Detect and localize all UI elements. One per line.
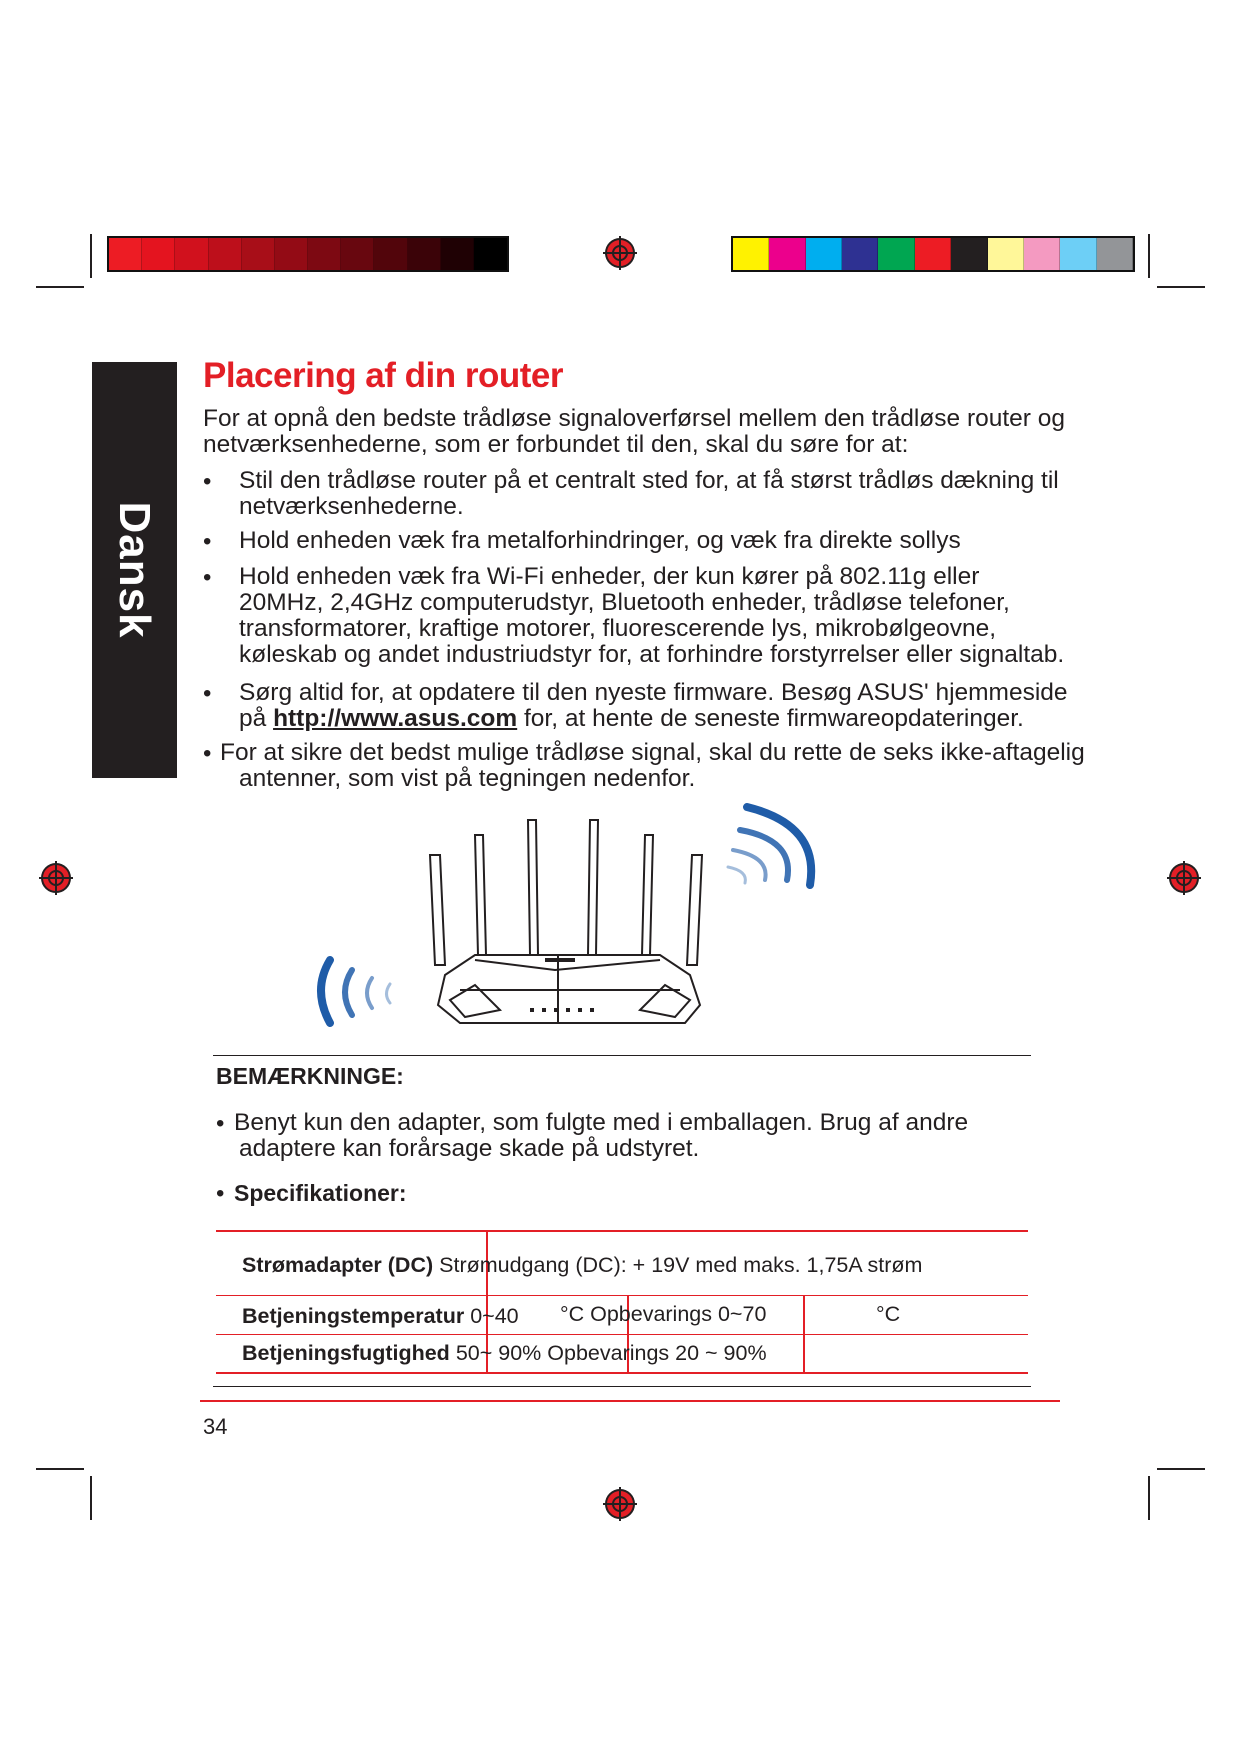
list-item-line: 20MHz, 2,4GHz computerudstyr, Bluetooth enheder, trådløse telefoner, [239, 589, 1010, 616]
color-swatch [341, 238, 374, 270]
list-item-line: antenner, som vist på tegningen nedenfor. [239, 765, 696, 792]
spec-value: 50~ 90% Opbevarings 20 ~ 90% [455, 1341, 767, 1365]
color-swatch [242, 238, 275, 270]
color-swatch [441, 238, 474, 270]
spec-heading: Specifikationer: [234, 1180, 407, 1206]
bullet-icon: • [203, 468, 212, 495]
spec-value: °C Opbevarings 0~70 [560, 1302, 767, 1326]
router-illustration [300, 795, 830, 1035]
list-item-line [239, 706, 1024, 732]
link-suffix: for, at hente de seneste firmwareopdateringer. [517, 705, 1024, 732]
spec-row [242, 1253, 922, 1278]
color-bar-reds [107, 236, 509, 272]
color-swatch [142, 238, 175, 270]
table-rule [216, 1230, 1028, 1232]
table-rule [216, 1295, 1028, 1296]
note-line: adaptere kan forårsage skade på udstyret. [239, 1135, 700, 1162]
crop-mark [1157, 286, 1205, 288]
bullet-icon: • [216, 1180, 225, 1207]
color-swatch [769, 238, 805, 270]
list-item-line: Hold enheden væk fra Wi-Fi enheder, der kun kører på 802.11g eller [239, 563, 980, 590]
color-swatch [408, 238, 441, 270]
registration-target-icon [603, 236, 637, 270]
color-swatch [806, 238, 842, 270]
color-swatch [474, 238, 507, 270]
spec-value: 0~40 [470, 1304, 519, 1328]
list-item-line: netværksenhederne. [239, 493, 464, 520]
divider [213, 1055, 1031, 1056]
color-swatch [1097, 238, 1133, 270]
table-col-line [803, 1295, 805, 1372]
spec-label: Betjeningstemperatur [242, 1304, 465, 1328]
intro-line: netværksenhederne, som er forbundet til den, skal du søre for at: [203, 431, 909, 458]
color-swatch [308, 238, 341, 270]
link-prefix: på [239, 705, 274, 732]
list-item-line: Stil den trådløse router på et centralt sted for, at få størst trådløs dækning til [239, 467, 1059, 494]
bullet-icon: • [203, 564, 212, 591]
crop-mark [1148, 234, 1150, 278]
bullet-icon: • [203, 680, 212, 707]
language-tab-label: Dansk [110, 501, 159, 639]
crop-mark [1148, 1476, 1150, 1520]
bullet-icon: • [203, 528, 212, 555]
spec-row [242, 1341, 767, 1366]
color-swatch [109, 238, 142, 270]
color-swatch [1060, 238, 1096, 270]
intro-line: For at opnå den bedste trådløse signaloverførsel mellem den trådløse router og [203, 405, 1066, 432]
color-swatch [988, 238, 1024, 270]
color-swatch [915, 238, 951, 270]
note-line: Benyt kun den adapter, som fulgte med i emballagen. Brug af andre [234, 1109, 969, 1136]
spec-row [242, 1304, 519, 1329]
color-swatch [209, 238, 242, 270]
asus-website-link[interactable]: http://www.asus.com [273, 705, 518, 732]
list-item-line: Sørg altid for, at opdatere til den nyeste firmware. Besøg ASUS' hjemmeside [239, 679, 1068, 706]
color-bar-process [731, 236, 1135, 272]
color-swatch [374, 238, 407, 270]
section-title: Placering af din router [203, 356, 563, 395]
crop-mark [36, 286, 84, 288]
divider [213, 1386, 1031, 1387]
crop-mark [1157, 1468, 1205, 1470]
divider [200, 1400, 1060, 1402]
registration-target-icon [39, 861, 73, 895]
crop-mark [90, 234, 92, 278]
color-swatch [175, 238, 208, 270]
spec-value: Strømudgang (DC): + 19V med maks. 1,75A strøm [439, 1253, 923, 1277]
color-swatch [951, 238, 987, 270]
notes-heading: BEMÆRKNINGE: [216, 1063, 404, 1089]
list-item-line: køleskab og andet industriudstyr for, at forhindre forstyrrelser eller signaltab. [239, 641, 1065, 668]
registration-target-icon [603, 1487, 637, 1521]
spec-label: Betjeningsfugtighed [242, 1341, 450, 1365]
spec-value: °C [876, 1302, 901, 1326]
spec-label: Strømadapter (DC) [242, 1253, 434, 1277]
crop-mark [36, 1468, 84, 1470]
table-rule [216, 1334, 1028, 1335]
color-swatch [842, 238, 878, 270]
bullet-icon: • [203, 740, 212, 767]
list-item-line: transformatorer, kraftige motorer, fluorescerende lys, mikrobølgeovne, [239, 615, 997, 642]
registration-target-icon [1167, 861, 1201, 895]
list-item-line: Hold enheden væk fra metalforhindringer, og væk fra direkte sollys [239, 527, 961, 554]
list-item-line: For at sikre det bedst mulige trådløse signal, skal du rette de seks ikke-aftagelig [220, 739, 1085, 766]
bullet-icon: • [216, 1110, 225, 1137]
color-swatch [1024, 238, 1060, 270]
color-swatch [275, 238, 308, 270]
color-swatch [878, 238, 914, 270]
page-number: 34 [203, 1414, 228, 1439]
color-swatch [733, 238, 769, 270]
table-rule [216, 1372, 1028, 1374]
crop-mark [90, 1476, 92, 1520]
